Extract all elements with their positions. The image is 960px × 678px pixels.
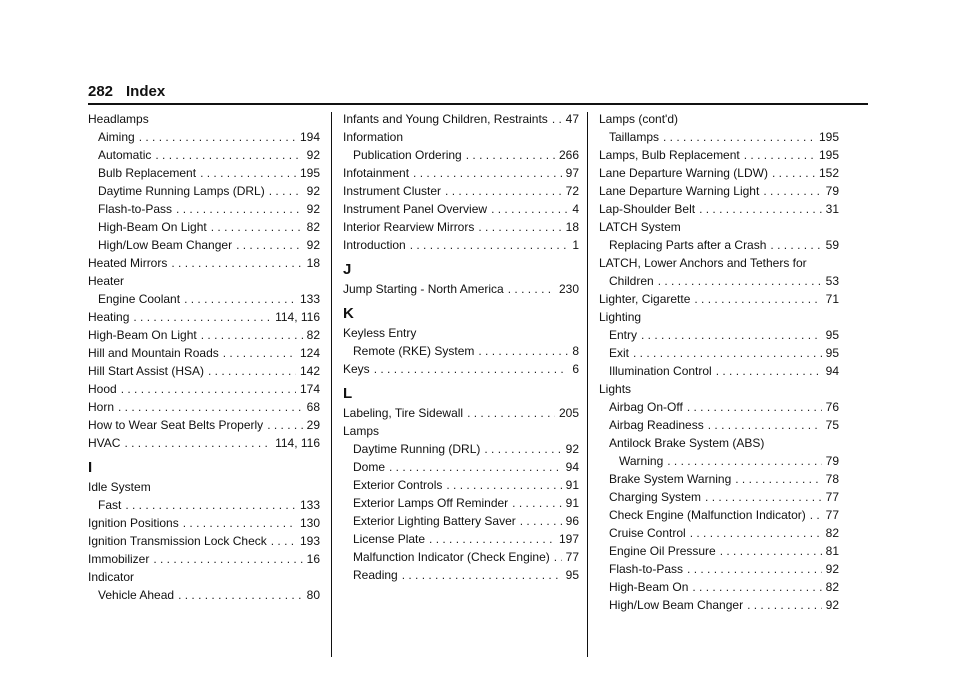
entry-page-number: 77 [825,508,839,522]
entry-label: Labeling, Tire Sidewall [343,406,464,420]
entry-page-number: 79 [825,454,839,468]
index-entry [88,344,320,362]
dot-leader [211,218,303,236]
dot-leader [178,586,303,604]
index-heading: Idle System [88,480,151,494]
entry-label: Malfunction Indicator (Check Engine) [353,550,550,564]
entry-label: Taillamps [609,130,660,144]
index-entry [88,434,320,452]
dot-leader [687,560,822,578]
entry-label: Lamps, Bulb Replacement [599,148,740,162]
index-entry [343,110,579,128]
index-entry [88,514,320,532]
entry-label: Hood [88,382,117,396]
entry-page-number: 130 [299,516,320,530]
dot-leader [763,182,821,200]
entry-label: Entry [609,328,638,342]
dot-leader [402,566,562,584]
dot-leader [466,146,555,164]
dot-leader [155,146,302,164]
index-subentry [343,494,579,512]
index-subentry [599,326,839,344]
index-heading: Lighting [599,310,642,324]
dot-leader [716,362,822,380]
index-column-2 [343,110,579,584]
entry-label: Introduction [343,238,406,252]
entry-label: Bulb Replacement [98,166,197,180]
index-subentry [599,560,839,578]
entry-page-number: 76 [825,400,839,414]
index-entry [599,200,839,218]
entry-page-number: 195 [299,166,320,180]
entry-label: Exit [609,346,630,360]
dot-leader [708,416,822,434]
index-entry [88,326,320,344]
index-entry [343,164,579,182]
entry-label: High-Beam On Light [98,220,207,234]
entry-label: Dome [353,460,386,474]
entry-label: Engine Coolant [98,292,181,306]
entry-page-number: 18 [565,220,579,234]
entry-page-number: 92 [306,148,320,162]
dot-leader [478,342,568,360]
entry-label: Daytime Running (DRL) [353,442,481,456]
dot-leader [153,550,302,568]
index-subentry [343,566,579,584]
index-subentry [599,488,839,506]
dot-leader [374,360,569,378]
entry-label: High/Low Beam Changer [609,598,744,612]
dot-leader [658,272,822,290]
entry-page-number: 8 [572,344,579,358]
index-subentry [88,236,320,254]
entry-page-number: 97 [565,166,579,180]
dot-leader [269,182,303,200]
entry-label: Vehicle Ahead [98,588,175,602]
entry-label: High-Beam On Light [88,328,197,342]
dot-leader [633,344,822,362]
dot-leader [552,110,562,128]
entry-label: Illumination Control [609,364,712,378]
entry-page-number: 47 [565,112,579,126]
index-subentry [88,146,320,164]
entry-label: Infants and Young Children, Restraints [343,112,548,126]
entry-page-number: 133 [299,498,320,512]
entry-page-number: 92 [825,562,839,576]
dot-leader [139,128,296,146]
index-subentry [599,128,839,146]
dot-leader [508,280,555,298]
entry-label: Instrument Cluster [343,184,442,198]
index-subentry [343,146,579,164]
index-subentry [88,200,320,218]
entry-page-number: 78 [825,472,839,486]
entry-label: Brake System Warning [609,472,732,486]
section-letter: K [343,305,354,322]
entry-label: Jump Starting - North America [343,282,504,296]
dot-leader [176,200,303,218]
entry-label: Heated Mirrors [88,256,168,270]
entry-label: Flash-to-Pass [98,202,173,216]
index-entry [343,200,579,218]
entry-page-number: 152 [818,166,839,180]
index-subentry [599,416,839,434]
entry-label: Lap-Shoulder Belt [599,202,696,216]
entry-label: Children [609,274,654,288]
entry-page-number: 77 [825,490,839,504]
dot-leader [429,530,555,548]
entry-label: Lighter, Cigarette [599,292,691,306]
index-subentry [599,578,839,596]
dot-leader [267,416,302,434]
entry-page-number: 92 [306,202,320,216]
entry-label: License Plate [353,532,426,546]
entry-label: Cruise Control [609,526,686,540]
entry-page-number: 82 [306,328,320,342]
entry-page-number: 230 [558,282,579,296]
section-letter: I [88,459,93,476]
dot-leader [705,488,822,506]
entry-page-number: 4 [572,202,579,216]
dot-leader [478,218,561,236]
page-title: Index [126,83,166,100]
index-entry [88,362,320,380]
entry-page-number: 94 [565,460,579,474]
dot-leader [121,380,296,398]
entry-label: Immobilizer [88,552,150,566]
entry-label: Fast [98,498,122,512]
dot-leader [747,596,822,614]
entry-label: Warning [619,454,664,468]
entry-page-number: 82 [825,580,839,594]
index-column-3 [599,110,839,614]
index-entry [88,398,320,416]
index-subentry [599,596,839,614]
index-subentry [343,458,579,476]
dot-leader [389,458,562,476]
entry-page-number: 193 [299,534,320,548]
index-entry [88,254,320,272]
entry-page-number: 96 [565,514,579,528]
entry-page-number: 72 [565,184,579,198]
index-subentry [88,164,320,182]
index-heading: Heater [88,274,125,288]
dot-leader [183,514,296,532]
index-subentry [343,512,579,530]
entry-page-number: 92 [565,442,579,456]
index-subentry [343,476,579,494]
index-heading: Lights [599,382,632,396]
index-entry [599,290,839,308]
entry-label: Daytime Running Lamps (DRL) [98,184,265,198]
entry-label: Aiming [98,130,135,144]
entry-label: Lane Departure Warning (LDW) [599,166,768,180]
index-subentry [599,542,839,560]
entry-page-number: 142 [299,364,320,378]
entry-page-number: 75 [825,418,839,432]
index-heading: LATCH, Lower Anchors and Tethers for [599,256,807,270]
entry-label: Interior Rearview Mirrors [343,220,475,234]
entry-page-number: 16 [306,552,320,566]
index-heading: Lamps (cont'd) [599,112,678,126]
entry-label: How to Wear Seat Belts Properly [88,418,264,432]
index-subentry [88,586,320,604]
entry-page-number: 77 [565,550,579,564]
dot-leader [124,434,271,452]
entry-page-number: 195 [818,130,839,144]
entry-page-number: 195 [818,148,839,162]
dot-leader [554,548,562,566]
entry-label: Airbag On-Off [609,400,683,414]
index-subentry [343,440,579,458]
entry-page-number: 197 [558,532,579,546]
entry-label: Automatic [98,148,152,162]
index-subentry [88,218,320,236]
dot-leader [692,578,821,596]
dot-leader [467,404,555,422]
entry-page-number: 266 [558,148,579,162]
entry-page-number: 95 [825,346,839,360]
entry-label: Exterior Lamps Off Reminder [353,496,509,510]
entry-page-number: 18 [306,256,320,270]
index-entry [599,182,839,200]
index-entry [88,550,320,568]
column-divider [587,112,588,657]
dot-leader [201,326,303,344]
entry-page-number: 81 [825,544,839,558]
section-letter: J [343,261,352,278]
index-entry [343,218,579,236]
entry-label: Keys [343,362,370,376]
dot-leader [271,532,296,550]
entry-page-number: 31 [825,202,839,216]
index-subentry [599,344,839,362]
dot-leader [184,290,296,308]
index-entry [343,360,579,378]
entry-page-number: 71 [825,292,839,306]
index-subentry [599,524,839,542]
dot-leader [223,344,296,362]
entry-page-number: 95 [565,568,579,582]
entry-label: Heating [88,310,130,324]
entry-page-number: 91 [565,478,579,492]
entry-page-number: 6 [572,362,579,376]
entry-page-number: 91 [565,496,579,510]
index-subentry [599,506,839,524]
index-subentry [88,128,320,146]
entry-label: Replacing Parts after a Crash [609,238,767,252]
index-heading: Headlamps [88,112,149,126]
index-subentry [599,236,839,254]
index-subentry [88,182,320,200]
entry-page-number: 95 [825,328,839,342]
entry-label: Horn [88,400,115,414]
index-heading: Antilock Brake System (ABS) [609,436,765,450]
index-subentry [599,470,839,488]
entry-label: Exterior Controls [353,478,443,492]
dot-leader [200,164,296,182]
entry-label: High/Low Beam Changer [98,238,233,252]
index-heading: Keyless Entry [343,326,417,340]
index-subentry [599,398,839,416]
dot-leader [171,254,302,272]
dot-leader [770,236,821,254]
dot-leader [491,200,568,218]
index-column-1 [88,110,320,604]
index-entry [88,416,320,434]
header-rule [88,103,868,105]
index-entry [88,532,320,550]
entry-page-number: 53 [825,274,839,288]
dot-leader [667,452,821,470]
entry-page-number: 124 [299,346,320,360]
entry-label: Flash-to-Pass [609,562,684,576]
column-divider [331,112,332,657]
entry-label: Remote (RKE) System [353,344,475,358]
entry-page-number: 80 [306,588,320,602]
dot-leader [236,236,303,254]
dot-leader [699,200,822,218]
entry-label: Check Engine (Malfunction Indicator) [609,508,806,522]
entry-page-number: 59 [825,238,839,252]
dot-leader [118,398,303,416]
index-entry [343,404,579,422]
entry-label: Airbag Readiness [609,418,704,432]
entry-label: Engine Oil Pressure [609,544,716,558]
index-entry [599,164,839,182]
entry-page-number: 174 [299,382,320,396]
index-heading: Indicator [88,570,135,584]
section-letter: L [343,385,353,402]
dot-leader [735,470,821,488]
dot-leader [663,128,815,146]
dot-leader [512,494,561,512]
page-number: 282 [88,83,114,100]
index-heading: Lamps [343,424,380,438]
entry-page-number: 92 [825,598,839,612]
entry-label: Reading [353,568,398,582]
dot-leader [125,496,296,514]
index-entry [88,380,320,398]
entry-page-number: 114, 116 [275,310,320,324]
entry-page-number: 114, 116 [275,436,320,450]
dot-leader [690,524,822,542]
index-entry [343,182,579,200]
dot-leader [720,542,822,560]
entry-label: Publication Ordering [353,148,462,162]
page-header [88,82,868,106]
index-subentry [343,530,579,548]
dot-leader [520,512,562,530]
index-heading: Information [343,130,404,144]
entry-page-number: 205 [558,406,579,420]
entry-page-number: 79 [825,184,839,198]
index-subentry [599,452,839,470]
entry-label: Lane Departure Warning Light [599,184,760,198]
entry-label: Infotainment [343,166,410,180]
index-subentry [599,272,839,290]
entry-page-number: 194 [299,130,320,144]
entry-page-number: 133 [299,292,320,306]
index-subentry [88,496,320,514]
dot-leader [410,236,569,254]
entry-page-number: 1 [572,238,579,252]
entry-label: Instrument Panel Overview [343,202,488,216]
entry-label: High-Beam On [609,580,689,594]
entry-page-number: 92 [306,238,320,252]
dot-leader [445,182,562,200]
dot-leader [484,440,561,458]
entry-page-number: 68 [306,400,320,414]
dot-leader [687,398,822,416]
index-subentry [343,548,579,566]
index-entry [343,236,579,254]
entry-label: Charging System [609,490,702,504]
index-subentry [88,290,320,308]
dot-leader [810,506,822,524]
entry-label: Exterior Lighting Battery Saver [353,514,516,528]
index-subentry [599,362,839,380]
dot-leader [413,164,562,182]
entry-label: Hill Start Assist (HSA) [88,364,205,378]
entry-page-number: 92 [306,184,320,198]
index-subentry [343,342,579,360]
dot-leader [133,308,271,326]
dot-leader [772,164,815,182]
index-entry [343,280,579,298]
dot-leader [446,476,561,494]
entry-page-number: 29 [306,418,320,432]
entry-page-number: 94 [825,364,839,378]
entry-label: Ignition Transmission Lock Check [88,534,267,548]
entry-label: HVAC [88,436,121,450]
dot-leader [744,146,815,164]
entry-page-number: 82 [825,526,839,540]
dot-leader [641,326,822,344]
entry-label: Hill and Mountain Roads [88,346,219,360]
index-entry [599,146,839,164]
entry-page-number: 82 [306,220,320,234]
dot-leader [208,362,296,380]
entry-label: Ignition Positions [88,516,179,530]
index-entry [88,308,320,326]
dot-leader [694,290,821,308]
index-heading: LATCH System [599,220,681,234]
